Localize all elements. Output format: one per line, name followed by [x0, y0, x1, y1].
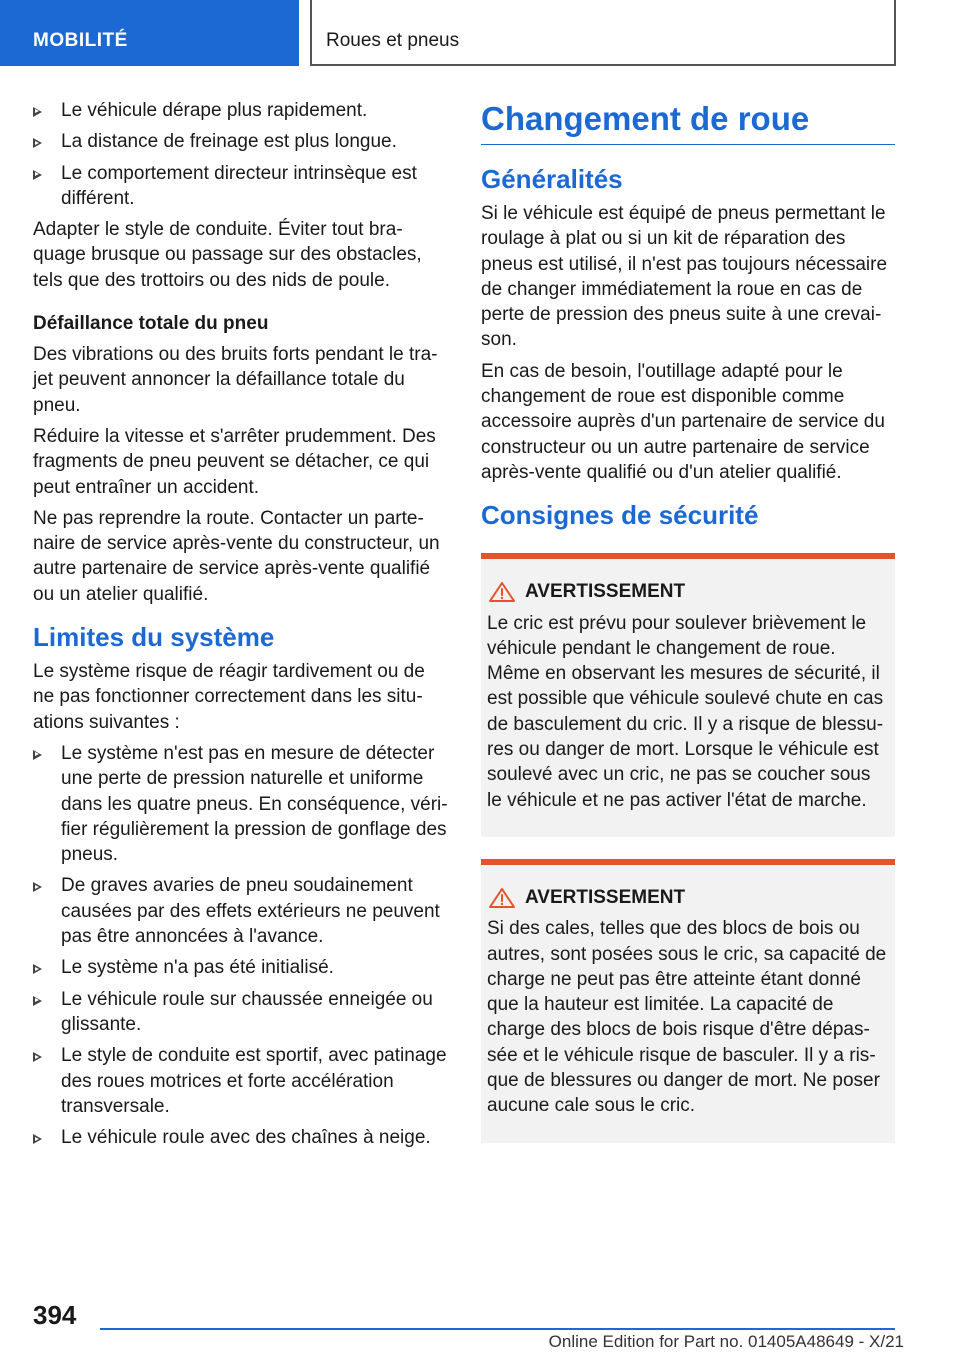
triangle-bullet-icon — [33, 964, 42, 974]
edition-note: Online Edition for Part no. 01405A48649 - X/21 — [548, 1332, 904, 1351]
heading-safety: Consignes de sécurité — [481, 500, 759, 531]
warning-text: Le cric est prévu pour soulever brièvement le véhicule pendant le changement de roue. Même en observant les mesures de sécurité, il est possible que véhicule soulevé chute en cas de basculement du cric. Il y a risque de blessures ou danger de mort. Lorsque le véhicule est soulevé avec un cric, ne pas se coucher sous le véhicule et ne pas activer l'état de marche. — [487, 612, 884, 811]
paragraph: En cas de besoin, l'outillage adapté pour le changement de roue est disponible comme accessoire auprès d'un partenaire de service du constructeur ou un autre partenaire de service après-vente qualifié ou d'un atelier qualifié. — [481, 360, 885, 483]
triangle-bullet-icon — [33, 170, 42, 180]
right-column — [481, 98, 895, 1143]
warning-title: AVERTISSEMENT — [487, 885, 887, 910]
triangle-bullet-icon — [33, 882, 42, 892]
section-tab: MOBILITÉ — [0, 0, 299, 66]
bullet-item: Le système n'a pas été initialisé. — [33, 955, 448, 980]
page-number: 394 — [33, 1300, 77, 1330]
paragraph: Ne pas reprendre la route. Contacter un partenaire de service après-vente du constructeur, un autre partenaire de service après-vente qualifié ou un atelier qualifié. — [33, 507, 440, 605]
subheading-tire-failure: Défaillance totale du pneu — [33, 313, 269, 335]
triangle-bullet-icon — [33, 996, 42, 1006]
left-column — [33, 98, 448, 1156]
heading-general: Généralités — [481, 164, 623, 194]
paragraph: Adapter le style de conduite. Éviter tout braquage brusque ou passage sur des obstacles, tels que des trottoirs ou des nids de poule. — [33, 219, 422, 291]
bullet-item: Le véhicule dérape plus rapidement. — [33, 98, 448, 123]
chapter-title: Roues et pneus — [326, 30, 460, 51]
warning-box — [481, 553, 895, 837]
triangle-bullet-icon — [33, 1052, 42, 1062]
warning-triangle-icon — [487, 581, 517, 603]
paragraph: Réduire la vitesse et s'arrêter prudemment. Des fragments de pneu peuvent se détacher, ce qui peut entraîner un accident. — [33, 425, 436, 498]
paragraph: Si le véhicule est équipé de pneus permettant le roulage à plat ou si un kit de réparation des pneus est utilisé, il n'est pas toujours nécessaire de changer immédiatement la roue en cas de perte de pression des pneus suite à une crevaison. — [481, 203, 888, 351]
bullet-item: Le système n'est pas en mesure de détecter une perte de pression naturelle et uniforme dans les quatre pneus. En conséquence, vérifier régulièrement la pression de gonflage des pneus. — [33, 741, 448, 867]
warning-triangle-icon — [487, 887, 517, 909]
warning-box — [481, 859, 895, 1143]
triangle-bullet-icon — [33, 138, 42, 148]
triangle-bullet-icon — [33, 750, 42, 760]
bullet-item: Le comportement directeur intrinsèque est différent. — [33, 161, 448, 212]
section-title: Changement de roue — [481, 98, 895, 145]
triangle-bullet-icon — [33, 107, 42, 117]
heading-system-limits: Limites du système — [33, 622, 275, 653]
bullet-item: Le véhicule roule avec des chaînes à neige. — [33, 1125, 448, 1150]
footer-divider — [100, 1328, 895, 1330]
bullet-item: Le véhicule roule sur chaussée enneigée ou glissante. — [33, 987, 448, 1038]
bullet-item: Le style de conduite est sportif, avec patinage des roues motrices et forte accélération transversale. — [33, 1043, 448, 1119]
bullet-item: De graves avaries de pneu soudainement causées par des effets extérieurs ne peuvent pas être annoncées à l'avance. — [33, 873, 448, 949]
warning-title: AVERTISSEMENT — [487, 579, 887, 604]
triangle-bullet-icon — [33, 1134, 42, 1144]
warning-text: Si des cales, telles que des blocs de bois ou autres, sont posées sous le cric, sa capacité de charge ne peut pas être atteinte étant donné que la hauteur est limitée. La capacité de charge des blocs de bois risque d'être dépassée et le véhicule risque de basculer. Il y a risque de blessures ou danger de mort. Ne poser aucune cale sous le cric. — [487, 918, 887, 1117]
paragraph: Des vibrations ou des bruits forts pendant le trajet peuvent annoncer la défaillance totale du pneu. — [33, 344, 438, 416]
bullet-item: La distance de freinage est plus longue. — [33, 129, 448, 154]
paragraph: Le système risque de réagir tardivement ou de ne pas fonctionner correctement dans les situations suivantes : — [33, 661, 425, 733]
